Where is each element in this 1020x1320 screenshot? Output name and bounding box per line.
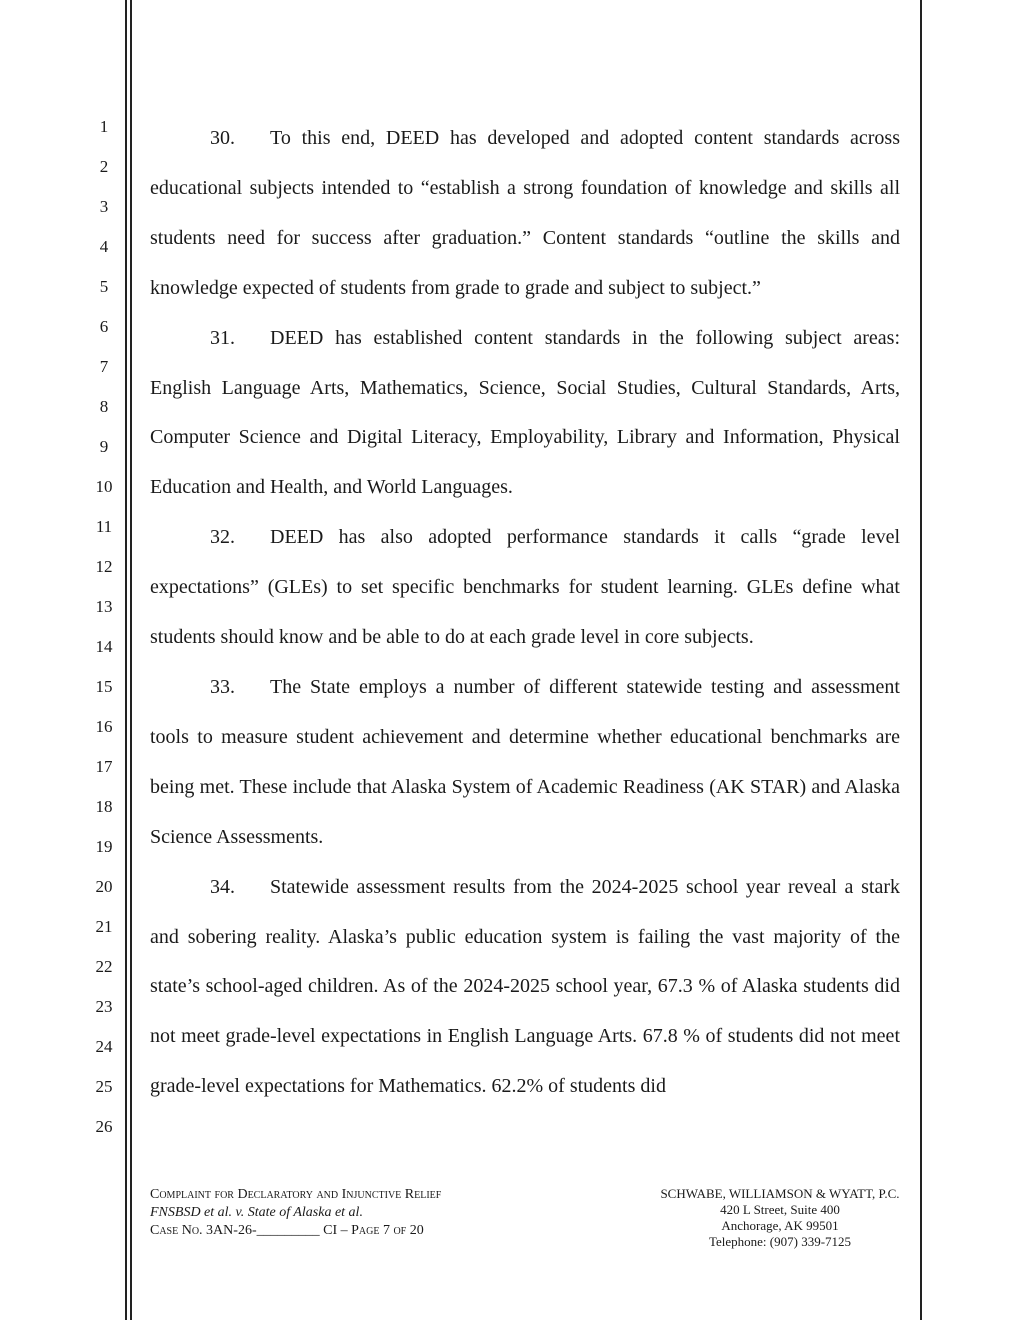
left-margin-rule-inner <box>130 0 132 1320</box>
line-number: 7 <box>99 357 109 376</box>
right-margin-rule <box>920 0 922 1320</box>
paragraph-text: The State employs a number of different statewide testing and assessment tools to measure student achievement and determine whether educational benchmarks are being met. These include that Alaska System of Academic Readiness (AK STAR) and Alaska Science Assessments. <box>150 675 900 848</box>
line-number: 12 <box>95 557 113 576</box>
paragraph-text: To this end, DEED has developed and adopted content standards across educational subjects intended to “establish a strong foundation of knowledge and skills all students need for success after graduation.” Content standards “outline the skills and knowledge expected of students from grade to grade and subject to subject.” <box>150 127 900 299</box>
line-number: 25 <box>95 1077 113 1096</box>
paragraph-number: 31. <box>210 326 235 349</box>
line-number: 8 <box>99 397 109 416</box>
paragraph-number: 34. <box>210 875 235 898</box>
paragraph-text: Statewide assessment results from the 2024-2025 school year reveal a stark and sobering reality. Alaska’s public education system is failing the vast majority of the state’s school-aged children. As of the 2024-2025 school year, 67.3 % of Alaska students did not meet grade-level expectations in English Language Arts. 67.8 % of students did not meet grade-level expectations for Mathematics. 62.2% of students did <box>150 875 900 1098</box>
line-number: 20 <box>95 877 113 896</box>
footer-document-title: Complaint for Declaratory and Injunctive Relief <box>150 1187 442 1202</box>
footer-caption <box>150 1186 441 1240</box>
paragraph-text: DEED has also adopted performance standards it calls “grade level expectations” (GLEs) to set specific benchmarks for student learning. GLEs define what students should know and be able to do at each grade level in core subjects. <box>150 526 900 649</box>
line-number: 6 <box>99 317 109 336</box>
line-number: 4 <box>99 237 109 256</box>
line-number: 18 <box>95 797 113 816</box>
firm-address-line-1: 420 L Street, Suite 400 <box>720 1202 840 1217</box>
line-number: 11 <box>95 517 113 536</box>
firm-phone: Telephone: (907) 339-7125 <box>708 1234 852 1249</box>
line-number: 1 <box>99 117 109 136</box>
line-number: 22 <box>95 957 113 976</box>
line-number: 21 <box>95 917 113 936</box>
footer-firm-block <box>640 1186 920 1250</box>
line-number: 24 <box>95 1037 113 1056</box>
line-number: 15 <box>95 677 113 696</box>
line-number: 26 <box>95 1117 113 1136</box>
paragraph-30 <box>150 114 900 314</box>
line-number: 2 <box>99 157 109 176</box>
line-number: 13 <box>95 597 113 616</box>
firm-name: SCHWABE, WILLIAMSON & WYATT, P.C. <box>660 1186 900 1201</box>
line-number: 14 <box>95 637 113 656</box>
footer-case-number: Case No. 3AN-26-_________ CI – Page 7 of 20 <box>150 1223 424 1238</box>
line-number: 3 <box>99 197 109 216</box>
paragraph-number: 33. <box>210 675 235 698</box>
paragraph-34 <box>150 863 900 1113</box>
paragraph-32 <box>150 513 900 663</box>
paragraph-33 <box>150 663 900 863</box>
paragraph-text: DEED has established content standards in the following subject areas: English Language Arts, Mathematics, Science, Social Studies, Cultural Standards, Arts, Computer Science and Digital Literacy, Employability, Library and Information, Physical Education and Health, and World Languages. <box>150 326 900 499</box>
line-number: 17 <box>95 757 113 776</box>
left-margin-rule-outer <box>125 0 127 1320</box>
line-number: 10 <box>95 477 113 496</box>
line-number: 16 <box>95 717 113 736</box>
line-number: 23 <box>95 997 113 1016</box>
complaint-body <box>150 114 900 1112</box>
paragraph-number: 32. <box>210 526 235 549</box>
paragraph-31 <box>150 314 900 514</box>
footer-case-name: FNSBSD et al. v. State of Alaska et al. <box>150 1205 363 1220</box>
line-number: 9 <box>99 437 109 456</box>
line-number: 5 <box>99 277 109 296</box>
paragraph-number: 30. <box>210 127 235 149</box>
line-number: 19 <box>95 837 113 856</box>
firm-address-line-2: Anchorage, AK 99501 <box>721 1218 839 1233</box>
